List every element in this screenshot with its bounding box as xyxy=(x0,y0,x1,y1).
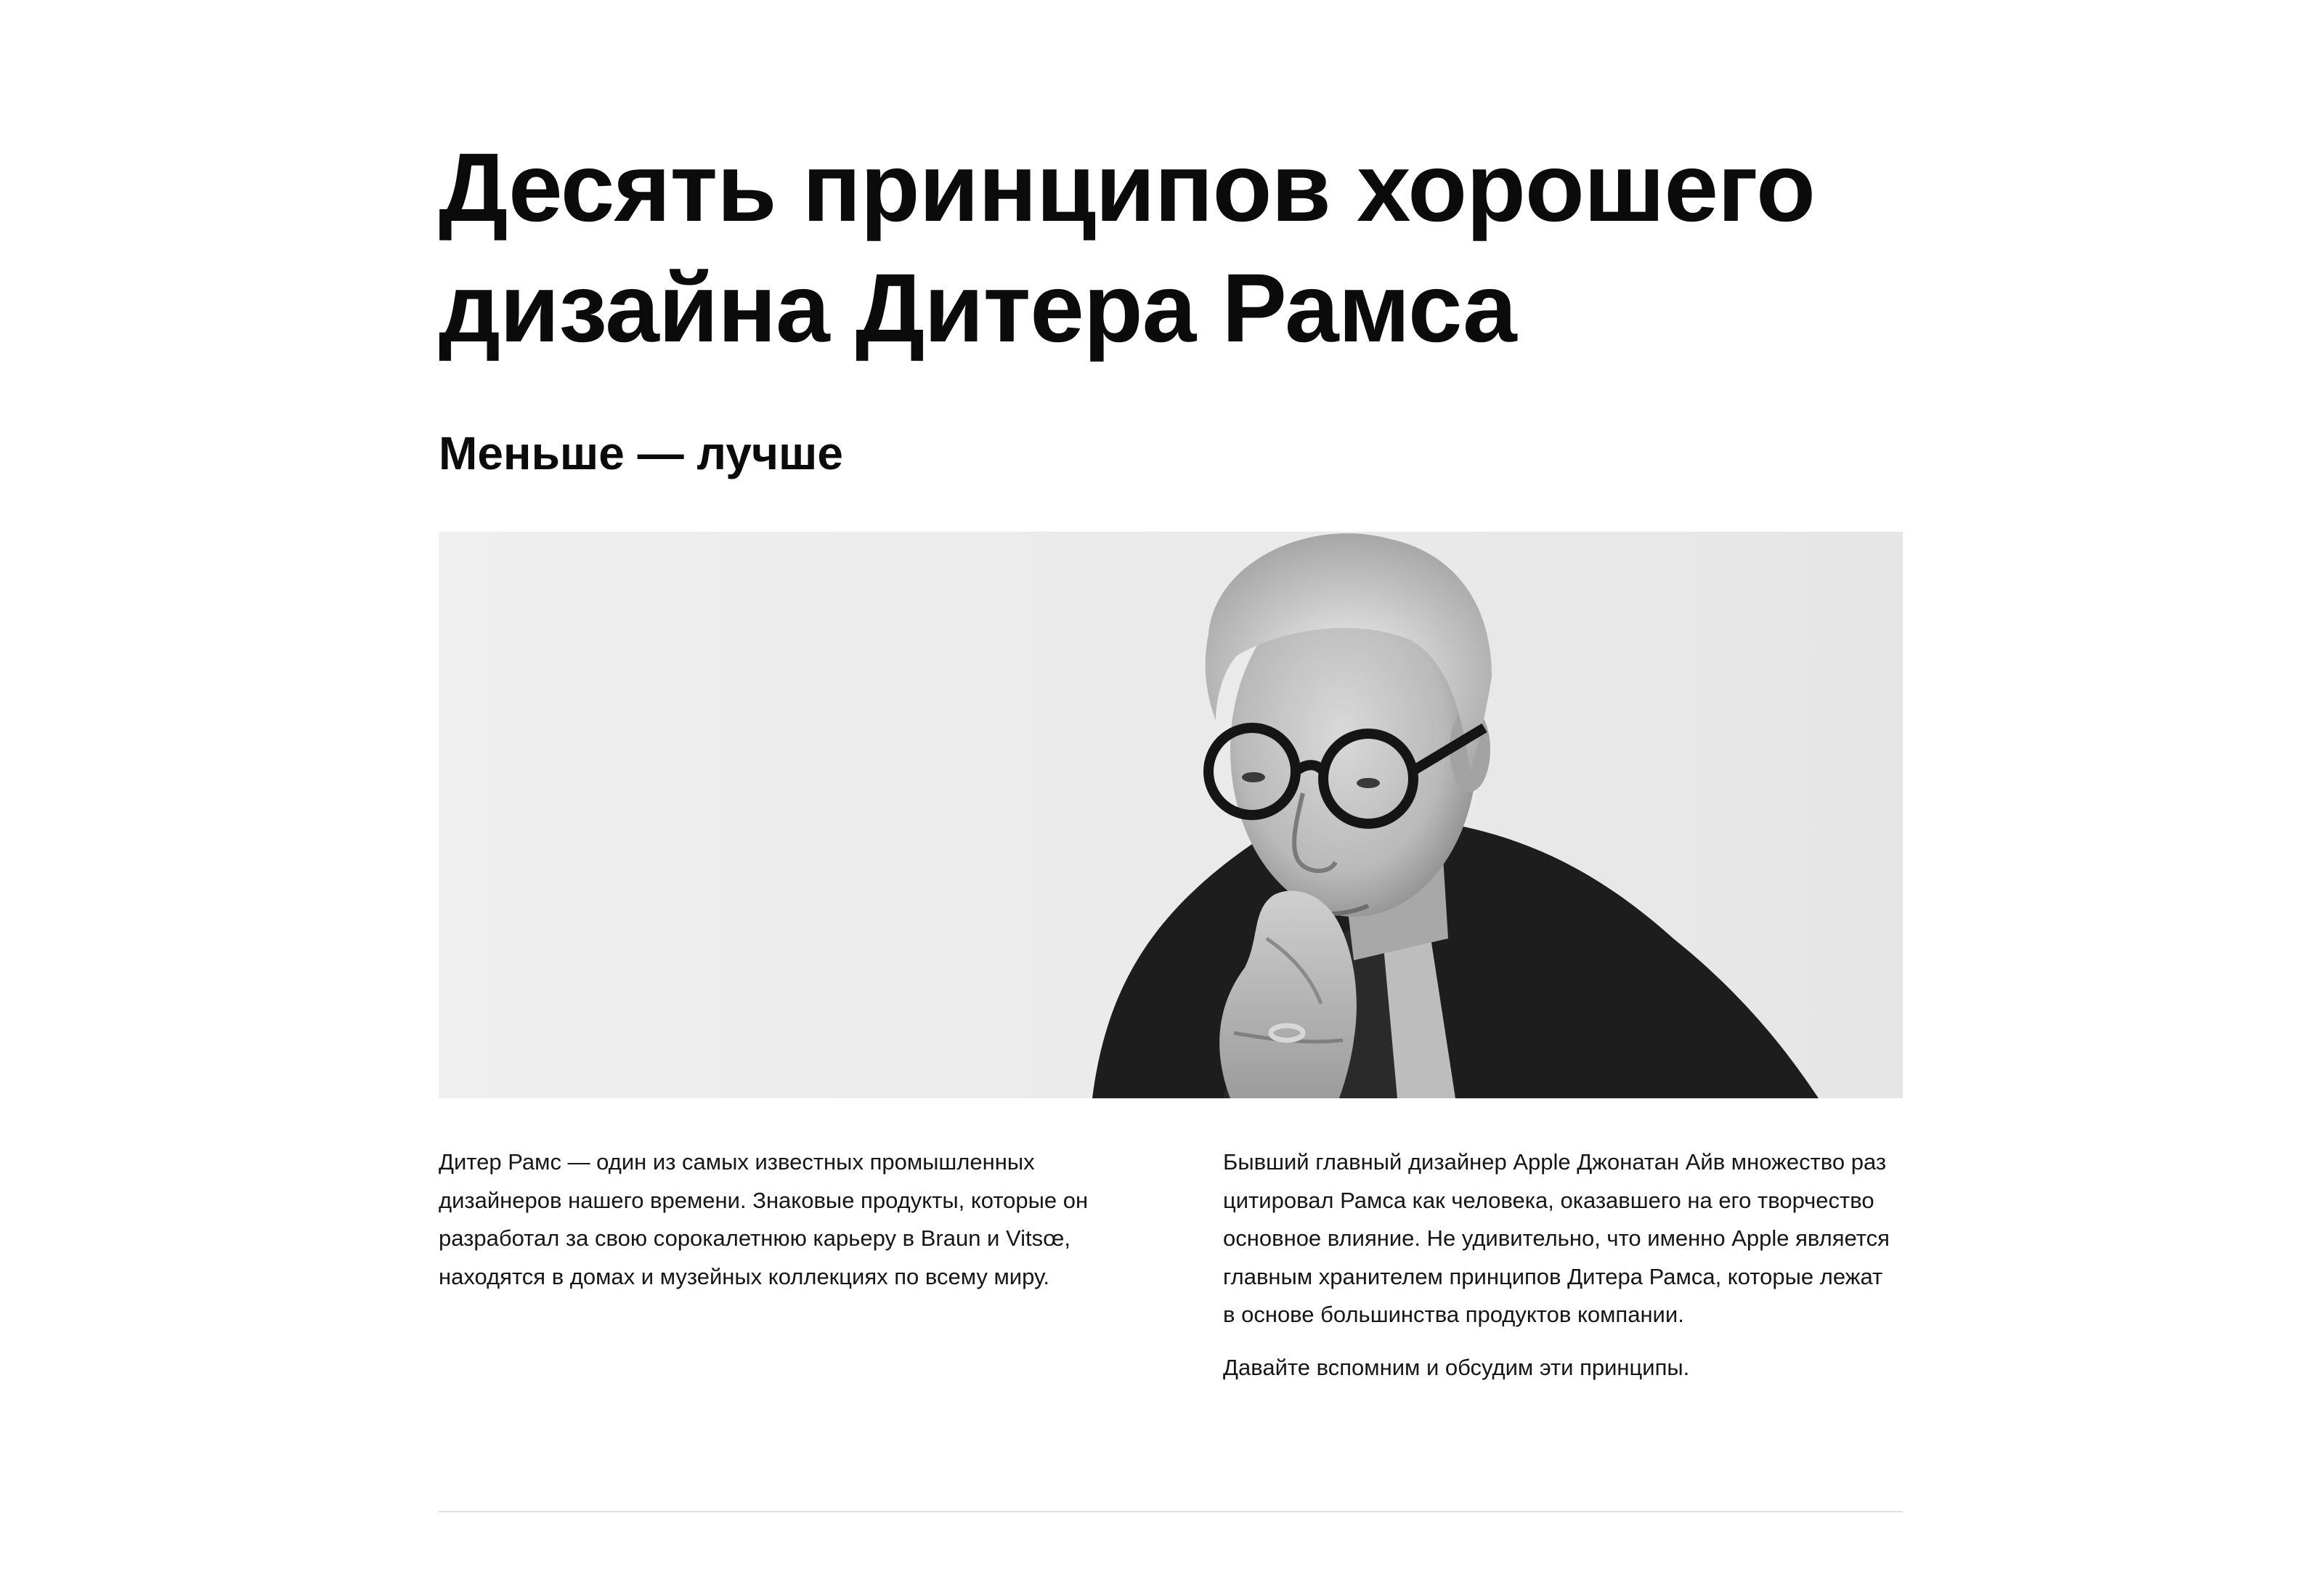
discussion-paragraph: Давайте вспомним и обсудим эти принципы. xyxy=(1223,1354,1690,1380)
apple-paragraph: Бывший главный дизайнер Apple Джонатан Айв множество раз цитировал Рамса как человека, оказавшего на его творчество основное влияние. Не удивительно, что именно Apple является главным хранителем принципов Дитера Рамса, которые лежат в основе большинства продуктов компании. xyxy=(1223,1149,1890,1327)
portrait-illustration xyxy=(439,532,1903,1098)
intro-paragraph: Дитер Рамс — один из самых известных промышленных дизайнеров нашего времени. Знаковые продукты, которые он разработал за свою сорокалетнюю карьеру в Braun и Vitsœ, находятся в домах и музейных коллекциях по всему миру. xyxy=(439,1149,1089,1289)
section-subtitle: Меньше — лучше xyxy=(439,427,843,479)
page-title: Десять принципов хорошего дизайна Дитера Рамса xyxy=(439,134,1815,362)
hero-photo xyxy=(439,532,1903,1098)
intro-left-column xyxy=(439,1143,1107,1296)
section-divider xyxy=(439,1511,1903,1512)
intro-right-column xyxy=(1223,1143,1891,1387)
